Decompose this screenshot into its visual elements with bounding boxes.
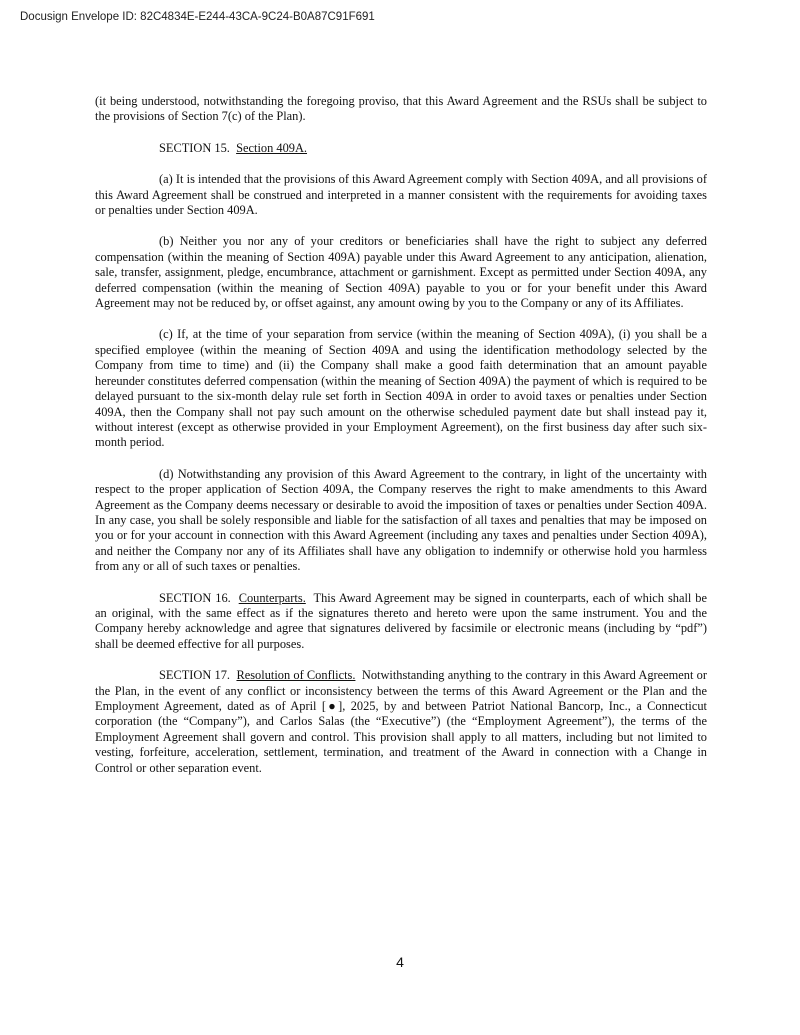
section-16-number: SECTION 16.	[159, 590, 231, 605]
section-15-paragraph-a: (a) It is intended that the provisions of this Award Agreement comply with Section 409A, and all provisions of this Award Agreement shall be construed and interpreted in a manner consistent with the requirements for avoiding taxes or penalties under Section 409A.	[95, 172, 707, 218]
envelope-id: Docusign Envelope ID: 82C4834E-E244-43CA-9C24-B0A87C91F691	[20, 11, 375, 23]
section-17-number: SECTION 17.	[159, 668, 231, 683]
section-17-text: Notwithstanding anything to the contrary in this Award Agreement or the Plan, in the event of any conflict or inconsistency between the terms of this Award Agreement or the Plan and the Employment Agreement, dated as of April [●], 2025, by and between Patriot National Bancorp, Inc., a Connecticut corporation (the “Company”), and Carlos Salas (the “Executive”) (the “Employment Agreement”), the terms of the Employment Agreement shall govern and control. This provision shall apply to all matters, including but not limited to vesting, forfeiture, acceleration, settlement, termination, and treatment of the Award in connection with a Change in Control or other separation event.	[95, 668, 707, 775]
section-16-text: This Award Agreement may be signed in counterparts, each of which shall be an original, with the same effect as if the signatures thereto and hereto were upon the same instrument. You and the Company hereby acknowledge and agree that signatures delivered by facsimile or electronic means (including by “pdf”) shall be deemed effective for all purposes.	[95, 590, 708, 651]
section-17-paragraph	[95, 668, 707, 776]
section-15-heading	[95, 141, 707, 156]
section-15-title: Section 409A.	[236, 140, 308, 155]
section-15-paragraph-b: (b) Neither you nor any of your creditors or beneficiaries shall have the right to subject any deferred compensation (within the meaning of Section 409A) payable under this Award Agreement to any anticipation, alienation, sale, transfer, assignment, pledge, encumbrance, attachment or garnishment. Except as permitted under Section 409A, any deferred compensation (within the meaning of Section 409A) payable to you or for your benefit under this Award Agreement may not be reduced by, or offset against, any amount owing by you to the Company or any of its Affiliates.	[95, 234, 707, 311]
intro-paragraph: (it being understood, notwithstanding the foregoing proviso, that this Award Agreement and the RSUs shall be subject to the provisions of Section 7(c) of the Plan).	[95, 94, 707, 124]
section-16-paragraph	[95, 591, 707, 653]
document-body	[95, 94, 707, 792]
section-16-title: Counterparts.	[238, 590, 306, 605]
page-number: 4	[396, 954, 404, 970]
section-17-title: Resolution of Conflicts.	[236, 668, 356, 683]
section-15-paragraph-c: (c) If, at the time of your separation from service (within the meaning of Section 409A), (i) you shall be a specified employee (within the meaning of Section 409A and using the identification methodology selected by the Company from time to time) and (ii) the Company shall make a good faith determination that an amount payable hereunder constitutes deferred compensation (within the meaning of Section 409A) the payment of which is required to be delayed pursuant to the six-month delay rule set forth in Section 409A in order to avoid taxes or penalties under Section 409A, then the Company shall not pay such amount on the otherwise scheduled payment date but shall instead pay it, without interest (except as otherwise provided in your Employment Agreement), on the first business day after such six-month period.	[95, 327, 707, 450]
section-15-paragraph-d: (d) Notwithstanding any provision of this Award Agreement to the contrary, in light of the uncertainty with respect to the proper application of Section 409A, the Company reserves the right to make amendments to this Award Agreement as the Company deems necessary or desirable to avoid the imposition of taxes or penalties under Section 409A. In any case, you shall be solely responsible and liable for the satisfaction of all taxes and penalties that may be imposed on you or for your account in connection with this Award Agreement (including any taxes and penalties under Section 409A), and neither the Company nor any of its Affiliates shall have any obligation to indemnify or otherwise hold you harmless from any or all of such taxes or penalties.	[95, 466, 707, 574]
section-15-number: SECTION 15.	[159, 140, 230, 155]
